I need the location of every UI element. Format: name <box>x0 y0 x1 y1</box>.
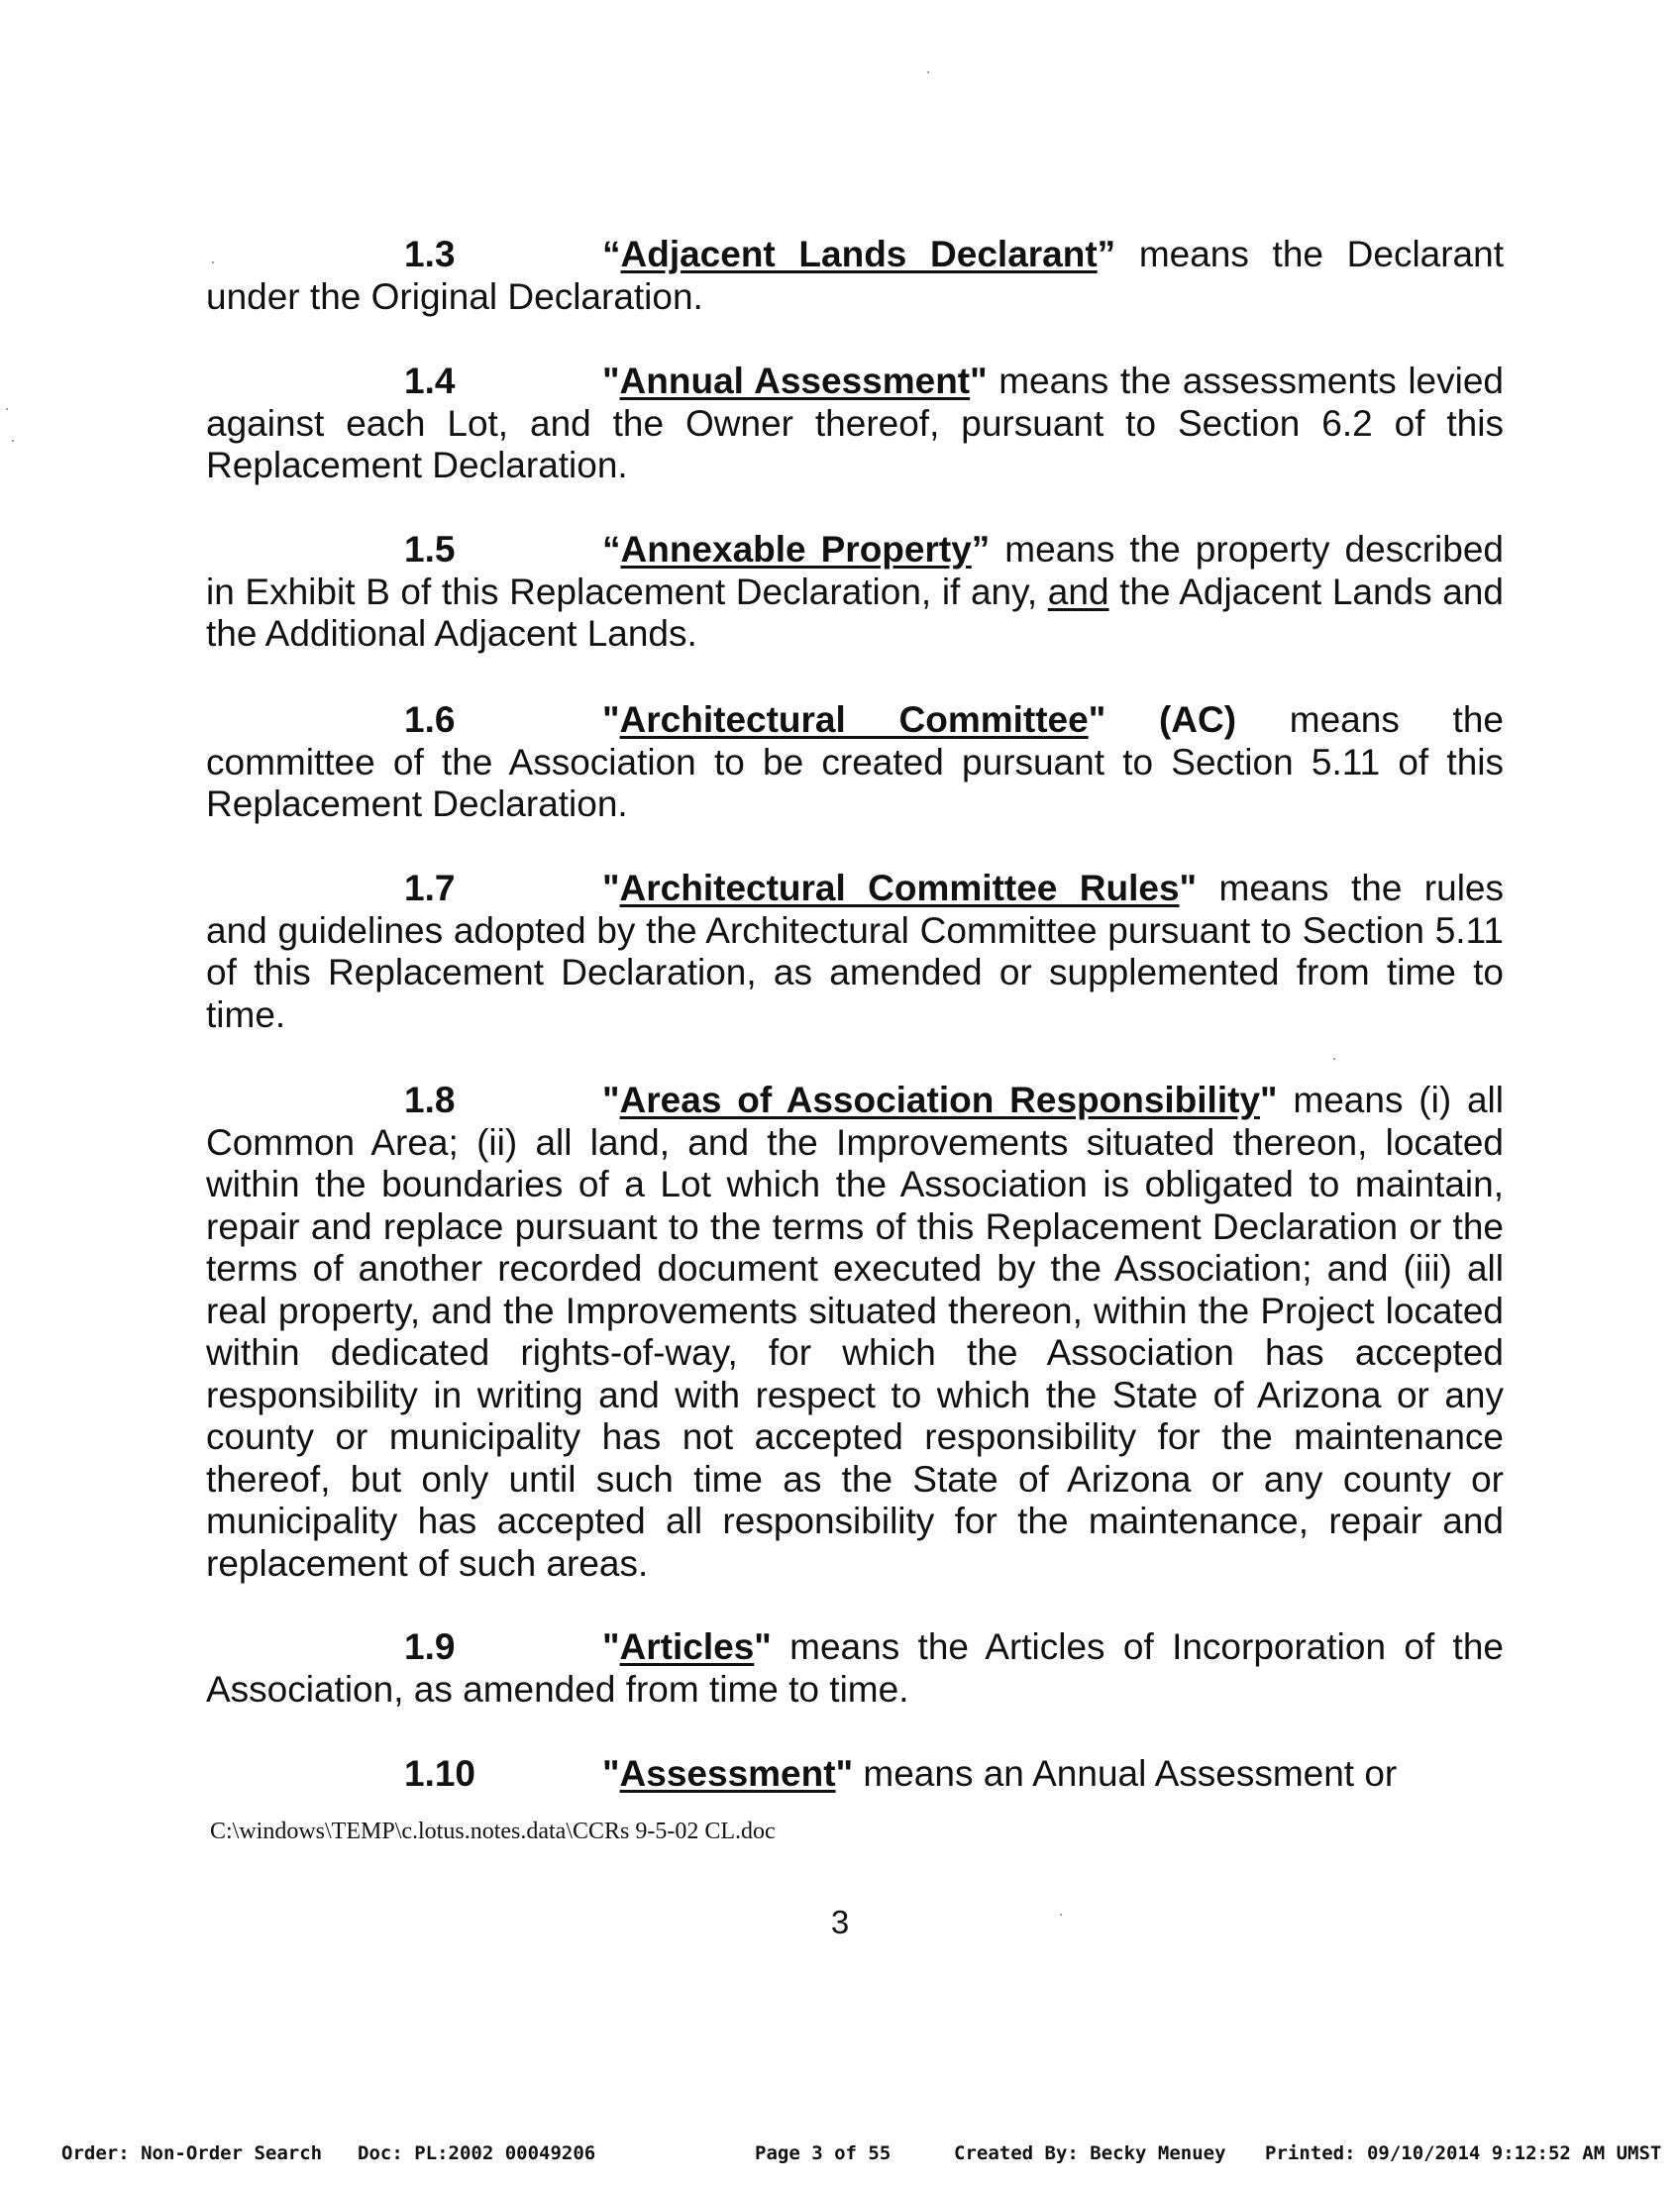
footer-created-by: Created By: Becky Menuey <box>954 2142 1226 2164</box>
footer-page: Page 3 of 55 <box>755 2142 892 2164</box>
footer-doc: Doc: PL:2002 00049206 <box>358 2142 596 2164</box>
definition-text-continued: the Adjacent Lands and the Additional Adjacent Lands. <box>206 571 1504 654</box>
defined-term: "Architectural Committee" <box>602 699 1106 740</box>
definition-1-5 <box>206 529 1504 656</box>
definition-text: means (i) all Common Area; (ii) all land, and the Improvements situated thereon, located within the boundaries of a Lot which the Association is obligated to maintain, repair and replace pursuant to the terms of this Replacement Declaration or the terms of another recorded document executed by the Association; and (iii) all real property, and the Improvements situated thereon, within the Project located within dedicated rights-of-way, for which the Association has accepted responsibility in writing and with respect to which the State of Arizona or any county or municipality has not accepted responsibility for the maintenance thereof, but only until such time as the State of Arizona or any county or municipality has accepted all responsibility for the maintenance, repair and replacement of such areas. <box>206 1080 1504 1584</box>
definition-1-9 <box>206 1626 1504 1711</box>
defined-term: "Assessment" <box>602 1753 854 1794</box>
scan-speck <box>212 261 214 263</box>
page-number: 3 <box>830 1904 850 1940</box>
print-footer <box>0 2142 1680 2172</box>
document-file-path: C:\windows\TEMP\c.lotus.notes.data\CCRs 9-5-02 CL.doc <box>210 1819 776 1844</box>
underlined-word: and <box>1047 571 1109 612</box>
defined-term: "Architectural Committee Rules" <box>602 868 1198 908</box>
footer-order: Order: Non-Order Search <box>61 2142 323 2164</box>
defined-term: “Annexable Property” <box>602 529 991 570</box>
scan-speck <box>927 71 929 73</box>
definition-1-6 <box>206 699 1504 826</box>
definition-text: means an Annual Assessment or <box>853 1753 1398 1794</box>
section-number: 1.7 <box>404 868 456 908</box>
scan-speck <box>1060 1914 1062 1916</box>
definition-1-4 <box>206 361 1504 487</box>
section-number: 1.8 <box>404 1080 456 1120</box>
defined-term: "Annual Assessment" <box>602 361 988 401</box>
section-number: 1.10 <box>404 1753 476 1794</box>
section-number: 1.5 <box>404 529 456 570</box>
definition-1-8 <box>206 1080 1504 1585</box>
definition-1-3 <box>206 234 1504 318</box>
definition-text: means the Articles of Incorporation of the Association, as amended from time to time. <box>206 1626 1504 1710</box>
definition-1-10 <box>206 1753 1504 1796</box>
definition-text: means the committee of the Association to be created pursuant to Section 5.11 of this Replacement Declaration. <box>206 699 1504 824</box>
scan-speck <box>1333 1058 1335 1060</box>
defined-term: “Adjacent Lands Declarant” <box>602 234 1116 274</box>
definition-text: means the property described in Exhibit B of this Replacement Declaration, if any, <box>206 529 1504 612</box>
section-number: 1.6 <box>404 699 456 740</box>
defined-term: "Articles" <box>602 1626 772 1667</box>
section-number: 1.4 <box>404 361 456 401</box>
definition-text: means the assessments levied against each Lot, and the Owner thereof, pursuant to Section 6.2 of this Replacement Declaration. <box>206 361 1504 485</box>
scan-speck <box>12 440 14 442</box>
definition-1-7 <box>206 868 1504 1036</box>
definition-text: means the Declarant under the Original Declaration. <box>206 234 1504 317</box>
definition-text: means the rules and guidelines adopted by the Architectural Committee pursuant to Section 5.11 of this Replacement Declaration, as amended or supplemented from time to time. <box>206 868 1504 1035</box>
defined-term: "Areas of Association Responsibility" <box>602 1080 1278 1120</box>
footer-printed: Printed: 09/10/2014 9:12:52 AM UMST <box>1265 2142 1662 2164</box>
section-number: 1.3 <box>404 234 456 274</box>
scan-speck <box>6 408 8 410</box>
abbreviation: (AC) <box>1158 699 1237 740</box>
section-number: 1.9 <box>404 1626 456 1667</box>
